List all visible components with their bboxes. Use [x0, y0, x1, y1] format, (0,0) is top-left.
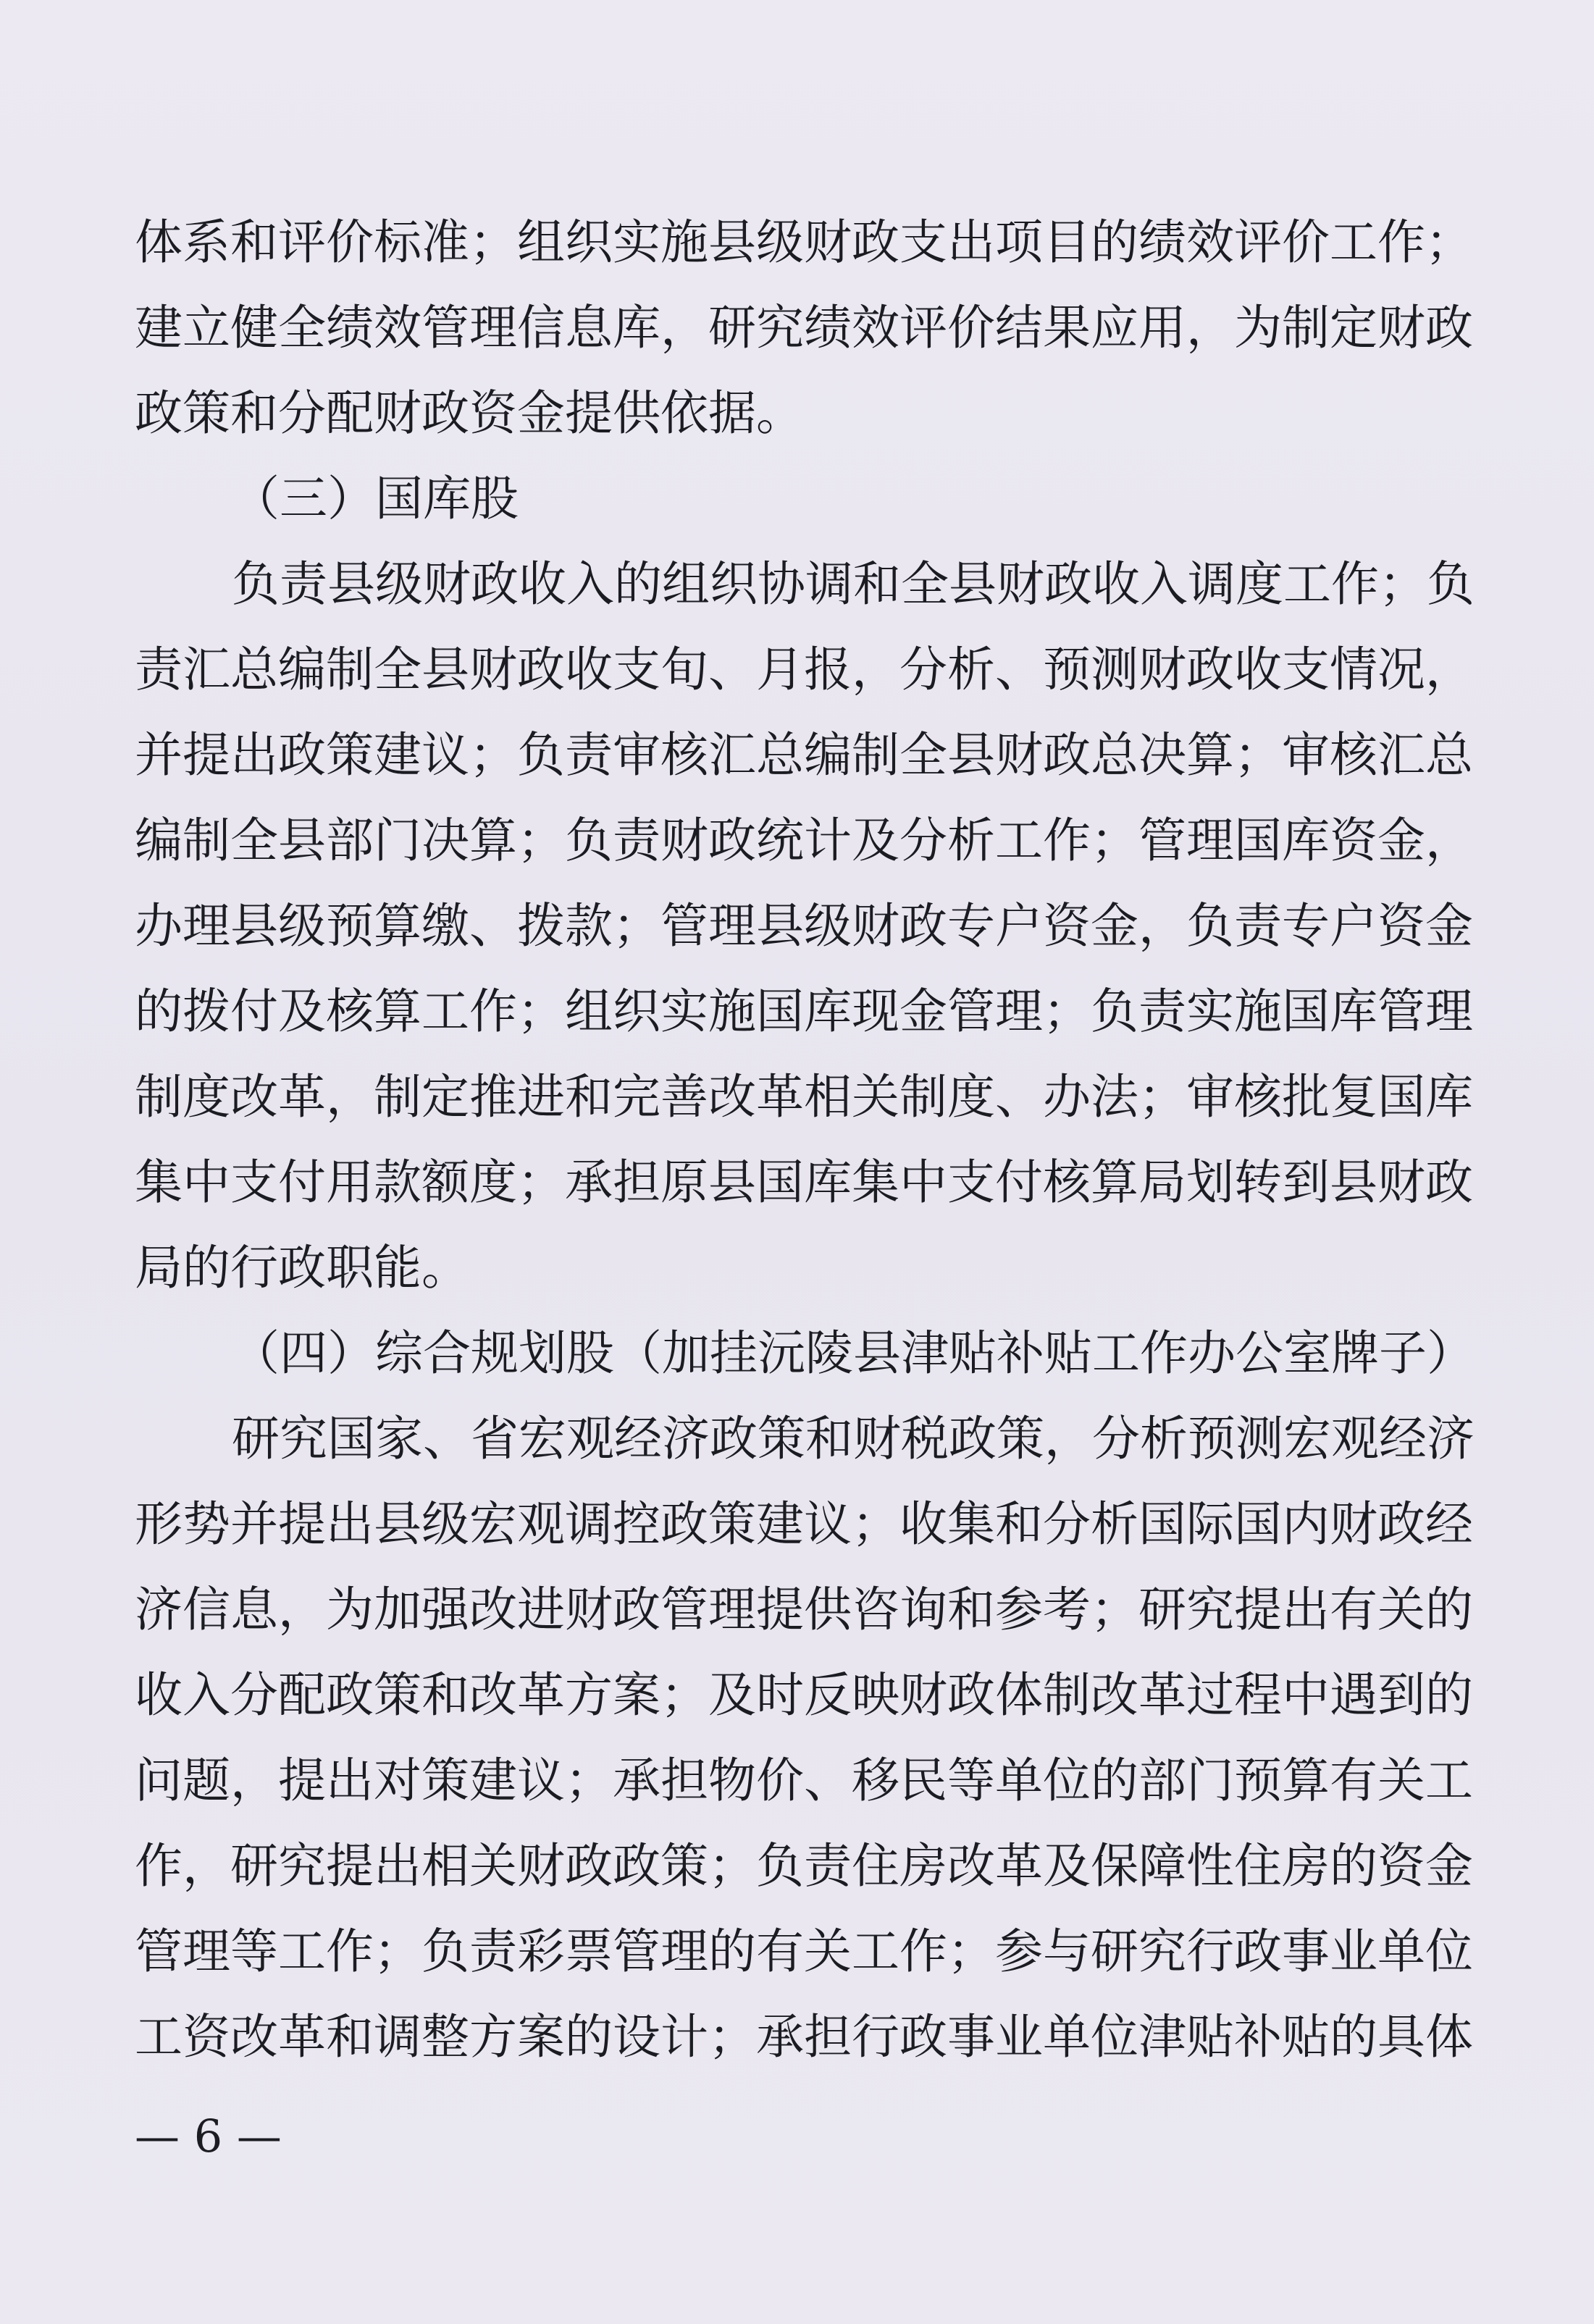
text-line-10: 制度改革，制定推进和完善改革相关制度、办法；审核批复国库 — [135, 1069, 1473, 1125]
text-line-16: 收入分配政策和改革方案；及时反映财政体制改革过程中遇到的 — [135, 1667, 1473, 1723]
text-line-14: 形势并提出县级宏观调控政策建议；收集和分析国际国内财政经 — [135, 1496, 1473, 1552]
text-line-17: 问题，提出对策建议；承担物价、移民等单位的部门预算有关工 — [135, 1753, 1473, 1808]
text-line-5: 责汇总编制全县财政收支旬、月报，分析、预测财政收支情况， — [135, 642, 1473, 697]
section-heading-zonghe: （四）综合规划股（加挂沅陵县津贴补贴工作办公室牌子） — [232, 1325, 1475, 1381]
text-line-4: 负责县级财政收入的组织协调和全县财政收入调度工作；负 — [232, 556, 1475, 612]
text-line-18: 作，研究提出相关财政政策；负责住房改革及保障性住房的资金 — [135, 1838, 1473, 1894]
text-line-6: 并提出政策建议；负责审核汇总编制全县财政总决算；审核汇总 — [135, 727, 1473, 783]
text-line-8: 办理县级预算缴、拨款；管理县级财政专户资金，负责专户资金 — [135, 898, 1473, 954]
text-line-12: 局的行政职能。 — [135, 1240, 469, 1296]
text-line-11: 集中支付用款额度；承担原县国库集中支付核算局划转到县财政 — [135, 1154, 1473, 1210]
text-line-2: 建立健全绩效管理信息库，研究绩效评价结果应用，为制定财政 — [135, 300, 1473, 356]
text-line-3: 政策和分配财政资金提供依据。 — [135, 385, 804, 441]
page-number: — 6 — — [135, 2110, 282, 2163]
text-line-1: 体系和评价标准；组织实施县级财政支出项目的绩效评价工作； — [135, 214, 1473, 270]
text-line-9: 的拨付及核算工作；组织实施国库现金管理；负责实施国库管理 — [135, 983, 1473, 1039]
text-line-15: 济信息，为加强改进财政管理提供咨询和参考；研究提出有关的 — [135, 1582, 1473, 1637]
section-heading-guoku: （三）国库股 — [232, 471, 519, 527]
text-line-7: 编制全县部门决算；负责财政统计及分析工作；管理国库资金， — [135, 813, 1473, 868]
text-line-13: 研究国家、省宏观经济政策和财税政策，分析预测宏观经济 — [232, 1411, 1475, 1467]
text-line-20: 工资改革和调整方案的设计；承担行政事业单位津贴补贴的具体 — [135, 2009, 1473, 2065]
text-line-19: 管理等工作；负责彩票管理的有关工作；参与研究行政事业单位 — [135, 1924, 1473, 1979]
